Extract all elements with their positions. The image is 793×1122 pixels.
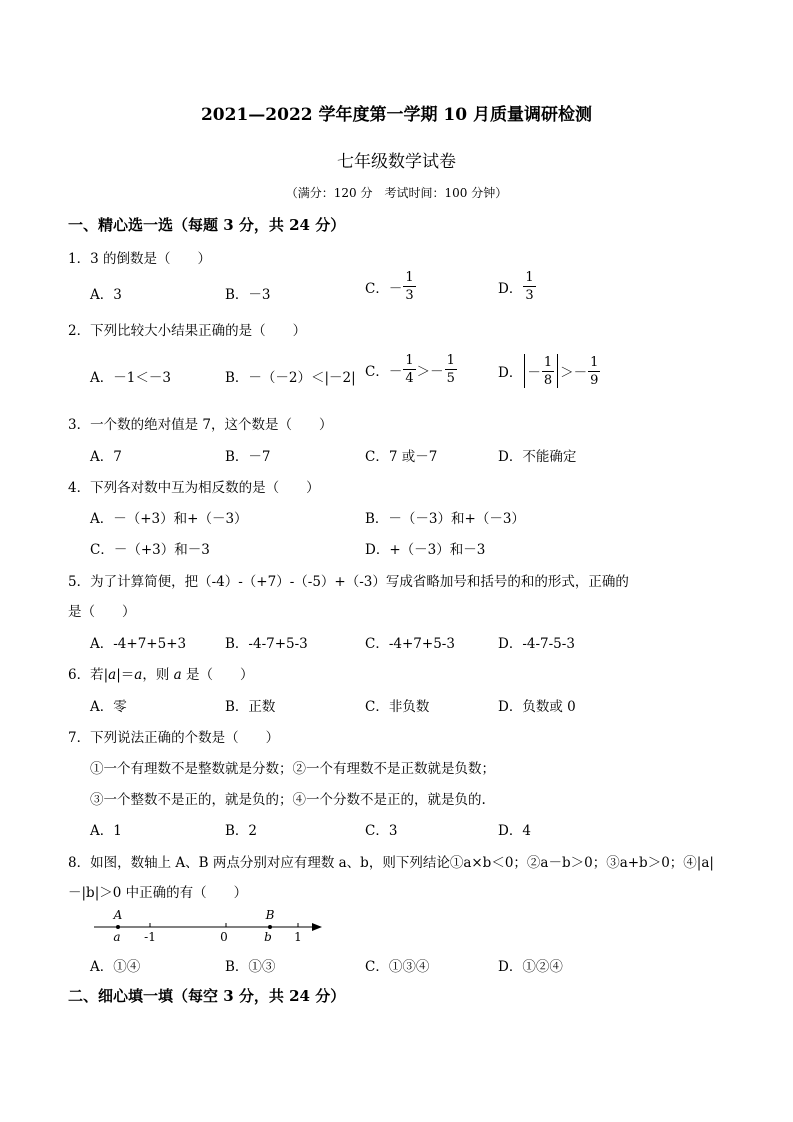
question-3-option-c: C．7 或－7	[365, 449, 438, 465]
question-8-option-d: D．①②④	[498, 959, 563, 975]
stem-text: |＝	[116, 667, 135, 683]
option-label: D．	[498, 280, 523, 297]
question-3-stem: 3．一个数的绝对值是 7，这个数是（ ）	[68, 417, 333, 433]
question-1-option-b: B．－3	[225, 287, 271, 303]
denominator: 9	[590, 372, 599, 388]
question-6-option-a: A．零	[90, 699, 127, 715]
question-5-option-c: C．-4+7+5-3	[365, 636, 455, 652]
question-6-option-b: B．正数	[225, 699, 276, 715]
denominator: 8	[543, 372, 553, 388]
question-6-stem	[68, 663, 253, 683]
question-1-option-d	[498, 271, 537, 302]
question-1-option-c	[365, 271, 417, 302]
option-label: C．	[365, 363, 389, 380]
question-2-option-c	[365, 354, 458, 385]
question-8-option-a: A．①④	[90, 959, 141, 975]
exam-subtitle: 七年级数学试卷	[337, 152, 456, 172]
denominator: 3	[525, 288, 534, 303]
question-2-option-b: B．－（－2）＜|－2|	[225, 370, 356, 386]
stem-text: 是（ ）	[181, 667, 254, 683]
question-5-option-b: B．-4-7+5-3	[225, 636, 308, 652]
minus-sign: －	[527, 365, 541, 381]
question-1-option-a: A．3	[90, 287, 122, 303]
denominator: 5	[446, 371, 455, 386]
question-3-option-b: B．－7	[225, 449, 271, 465]
relation-sign: ＞－	[416, 363, 444, 380]
question-7-option-c: C．3	[365, 823, 398, 839]
question-6-option-d: D．负数或 0	[498, 699, 576, 715]
variable-a: a	[173, 667, 182, 683]
point-b-dot	[268, 925, 272, 929]
section-1-heading: 一、精心选一选（每题 3 分，共 24 分）	[68, 216, 346, 234]
question-7-option-a: A．1	[90, 823, 122, 839]
tick-label-1: 1	[294, 930, 302, 944]
number-line-diagram	[90, 905, 330, 945]
tick-label-b: b	[264, 930, 272, 944]
question-4-option-d: D．+（－3）和－3	[365, 542, 486, 558]
fraction	[588, 356, 600, 387]
numerator: 1	[446, 353, 455, 368]
question-8-option-b: B．①③	[225, 959, 276, 975]
question-4-option-c: C．－（+3）和－3	[90, 542, 210, 558]
question-4-option-a: A．－（+3）和+（－3）	[90, 511, 248, 527]
denominator: 3	[405, 288, 414, 303]
point-a-label: A	[113, 908, 123, 922]
question-7-option-d: D．4	[498, 823, 531, 839]
question-2-option-a: A．－1＜－3	[90, 370, 171, 386]
numerator: 1	[590, 354, 599, 370]
point-a-dot	[116, 925, 120, 929]
question-7-option-b: B．2	[225, 823, 258, 839]
numerator: 1	[525, 270, 534, 285]
question-7-statement-line-1: ①一个有理数不是整数就是分数；②一个有理数不是正数就是负数；	[90, 761, 495, 777]
question-7-statement-line-2: ③一个整数不是正的，就是负的；④一个分数不是正的，就是负的.	[90, 792, 486, 808]
tick-label-a: a	[113, 930, 121, 944]
minus-sign: －	[388, 363, 403, 380]
question-2-stem: 2．下列比较大小结果正确的是（ ）	[68, 323, 307, 339]
tick-label-0: 0	[220, 930, 228, 944]
variable-a: a	[108, 667, 117, 683]
fraction	[403, 354, 415, 385]
fraction	[523, 271, 535, 302]
question-8-stem-line-2: －|b|＞0 中正确的有（ ）	[68, 885, 248, 901]
tick-label-minus-1: -1	[144, 930, 156, 944]
question-3-option-d: D．不能确定	[498, 449, 577, 465]
stem-text: ，则	[142, 667, 174, 683]
question-5-option-a: A．-4+7+5+3	[90, 636, 187, 652]
relation-sign: ＞－	[560, 365, 588, 381]
question-3-option-a: A．7	[90, 449, 122, 465]
exam-title: 2021—2022 学年度第一学期 10 月质量调研检测	[200, 105, 593, 125]
denominator: 4	[405, 371, 414, 386]
fraction	[445, 354, 457, 385]
question-8-option-c: C．①③④	[365, 959, 430, 975]
stem-text: 6．若|	[68, 667, 109, 683]
question-4-stem: 4．下列各对数中互为相反数的是（ ）	[68, 480, 320, 496]
question-8-stem-line-1: 8．如图，数轴上 A、B 两点分别对应有理数 a、b，则下列结论①a×b＜0；②a－b＞0；③a+b＞0；④|a|	[68, 855, 714, 871]
question-5-stem-line-2: 是（ ）	[68, 604, 136, 620]
question-7-stem: 7．下列说法正确的个数是（ ）	[68, 730, 280, 746]
fraction	[542, 356, 554, 387]
absolute-bar-right	[557, 354, 558, 388]
question-5-option-d: D．-4-7-5-3	[498, 636, 575, 652]
option-label: D．	[498, 365, 523, 381]
question-4-option-b: B．－（－3）和+（－3）	[365, 511, 525, 527]
minus-sign: －	[388, 280, 403, 297]
question-6-option-c: C．非负数	[365, 699, 430, 715]
exam-note: （满分：120 分 考试时间：100 分钟）	[285, 186, 508, 200]
section-2-heading: 二、细心填一填（每空 3 分，共 24 分）	[68, 987, 346, 1005]
fraction	[403, 271, 415, 302]
point-b-label: B	[265, 908, 275, 922]
absolute-bar-left	[524, 354, 525, 388]
numerator: 1	[405, 270, 414, 285]
question-2-option-d	[498, 354, 601, 388]
option-label: C．	[365, 280, 389, 297]
question-1-stem: 1．3 的倒数是（ ）	[68, 251, 211, 267]
numerator: 1	[405, 353, 414, 368]
numerator: 1	[543, 354, 553, 370]
variable-a: a	[134, 667, 143, 683]
number-line-arrow-icon	[312, 923, 322, 931]
question-5-stem-line-1: 5．为了计算简便，把（-4）-（+7）-（-5）+（-3）写成省略加号和括号的和的形式，正确的	[68, 574, 629, 590]
